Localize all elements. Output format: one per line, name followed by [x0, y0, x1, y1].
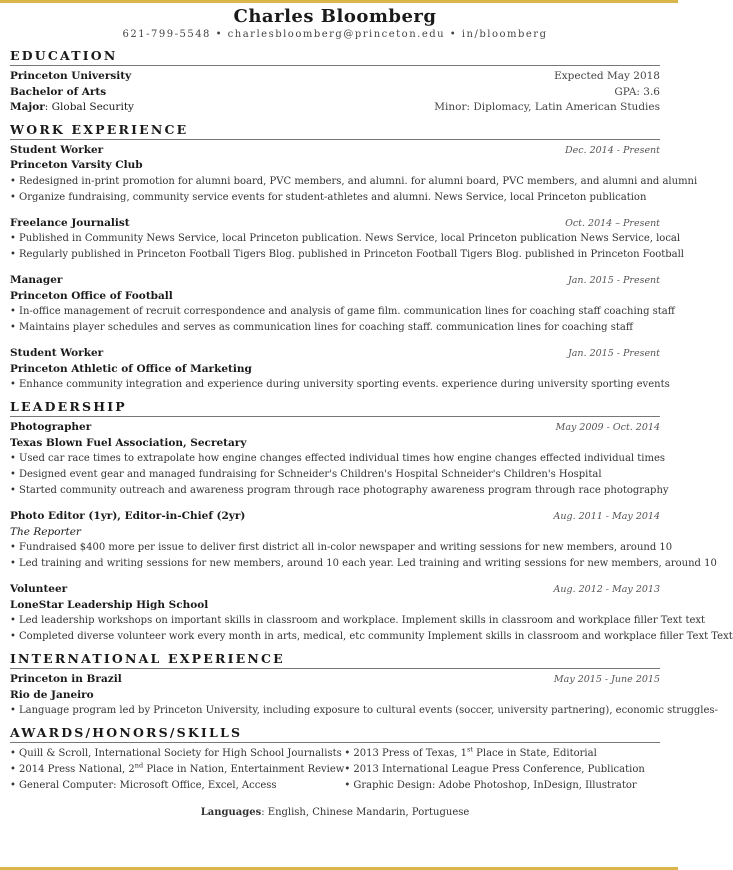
organization: LoneStar Leadership High School — [10, 598, 209, 611]
minor: Minor: Diplomacy, Latin American Studies — [434, 101, 660, 113]
contact-line: 621-799-5548 • charlesbloomberg@princeton.edu • in/bloomberg — [122, 29, 548, 40]
date: Oct. 2014 – Present — [565, 217, 660, 229]
date: Jan. 2015 - Present — [567, 348, 660, 359]
bullet: • Maintains player schedules and serves as communication lines for coaching staff. communication lines for coaching staff — [10, 320, 660, 336]
languages-label: Languages — [200, 807, 262, 818]
bullet: • Led leadership workshops on important skills in classroom and workplace. Implement skills in classroom and workplace filler Text text — [10, 613, 660, 629]
languages-line — [10, 806, 660, 820]
role: Student Worker — [10, 143, 104, 156]
international-section — [10, 651, 718, 719]
major-label: Major — [10, 101, 45, 113]
leadership-entry — [10, 420, 669, 499]
school-date: Expected May 2018 — [554, 70, 660, 82]
award-item: • Graphic Design: Adobe Photoshop, InDesign, Illustrator — [344, 778, 660, 794]
organization: Princeton Athletic of Office of Marketing — [10, 362, 252, 375]
education-row-school — [10, 69, 660, 85]
date: May 2009 - Oct. 2014 — [555, 422, 660, 433]
leadership-heading: LEADERSHIP — [10, 399, 660, 417]
bullet: • Regularly published in Princeton Football Tigers Blog. published in Princeton Football Tigers Blog. published in Princeton Football — [10, 247, 660, 263]
bullet: • Designed event gear and managed fundraising for Schneider's Children's Hospital Schneider's Children's Hospital — [10, 467, 660, 483]
work-section — [10, 121, 698, 394]
work-entry — [10, 143, 698, 206]
program-location: Rio de Janeiro — [10, 688, 94, 701]
role: Student Worker — [10, 347, 104, 359]
awards-columns — [10, 746, 660, 794]
major — [10, 100, 134, 116]
organization: Princeton Office of Football — [10, 289, 173, 302]
program-name: Princeton in Brazil — [10, 673, 122, 685]
bullet: • Published in Community News Service, local Princeton publication. News Service, local Princeton publication News Service, local — [10, 231, 660, 247]
leadership-entry — [10, 582, 733, 645]
awards-section — [10, 725, 660, 794]
bullet: • Started community outreach and awareness program through race photography awareness program through race photography — [10, 483, 660, 499]
date: Aug. 2012 - May 2013 — [553, 584, 660, 595]
gpa: GPA: 3.6 — [614, 85, 660, 98]
awards-left-column — [10, 746, 344, 794]
leadership-section — [10, 399, 733, 645]
bullet: • Organize fundraising, community service events for student-athletes and alumni. News Service, local Princeton publication — [10, 190, 660, 206]
role: Manager — [10, 274, 63, 286]
bullet: • Fundraised $400 more per issue to deliver first district all in-color newspaper and writing sessions for new members, around 10 — [10, 540, 660, 556]
role: Volunteer — [10, 583, 68, 595]
candidate-name: Charles Bloomberg — [233, 6, 437, 27]
date: Dec. 2014 - Present — [564, 144, 660, 156]
organization: Texas Blown Fuel Association, Secretary — [10, 436, 247, 449]
organization: The Reporter — [10, 525, 81, 538]
award-item: • 2014 Press National, 2nd Place in Nation, Entertainment Review — [10, 762, 344, 778]
award-item: • 2013 Press of Texas, 1st Place in State, Editorial — [344, 746, 660, 762]
leadership-entry — [10, 509, 717, 572]
bullet: • In-office management of recruit correspondence and analysis of game film. communication lines for coaching staff coaching staff — [10, 304, 660, 320]
role: Photographer — [10, 421, 92, 433]
work-heading: WORK EXPERIENCE — [10, 122, 660, 140]
international-heading: INTERNATIONAL EXPERIENCE — [10, 651, 660, 669]
work-entry — [10, 346, 670, 393]
work-entry — [10, 216, 685, 264]
award-item: • 2013 International League Press Conference, Publication — [344, 762, 660, 778]
date: Aug. 2011 - May 2014 — [553, 511, 660, 522]
bullet: • Language program led by Princeton University, including exposure to cultural events (soccer, university partnering), economic struggles- — [10, 703, 660, 719]
education-row-degree — [10, 85, 660, 101]
date: Jan. 2015 - Present — [567, 275, 660, 286]
education-row-major — [10, 100, 660, 116]
date: May 2015 - June 2015 — [553, 674, 660, 685]
work-entry — [10, 273, 675, 336]
awards-heading: AWARDS/HONORS/SKILLS — [10, 725, 660, 743]
education-section — [10, 48, 660, 116]
school-name: Princeton University — [10, 70, 132, 82]
languages-value: : English, Chinese Mandarin, Portuguese — [261, 807, 470, 818]
award-item: • Quill & Scroll, International Society for High School Journalists — [10, 746, 344, 762]
role: Freelance Journalist — [10, 216, 130, 229]
bullet: • Led training and writing sessions for new members, around 10 each year. Led training and writing sessions for new members, around 10 — [10, 556, 660, 572]
organization: Princeton Varsity Club — [10, 159, 143, 171]
bullet: • Completed diverse volunteer work every month in arts, medical, etc community Implement skills in classroom and workplace filler Text Text — [10, 629, 660, 645]
awards-right-column — [344, 746, 660, 794]
award-item: • General Computer: Microsoft Office, Excel, Access — [10, 778, 344, 794]
role: Photo Editor (1yr), Editor-in-Chief (2yr) — [10, 510, 246, 522]
bullet: • Used car race times to extrapolate how engine changes effected individual times how engine changes effected individual times — [10, 451, 660, 467]
bullet: • Enhance community integration and experience during university sporting events. experience during university sporting events — [10, 377, 660, 393]
major-value: : Global Security — [44, 101, 134, 113]
degree: Bachelor of Arts — [10, 85, 107, 98]
bullet: • Redesigned in-print promotion for alumni board, PVC members, and alumni. for alumni board, PVC members, and alumni and alumni — [10, 174, 660, 190]
education-heading: EDUCATION — [10, 48, 660, 66]
